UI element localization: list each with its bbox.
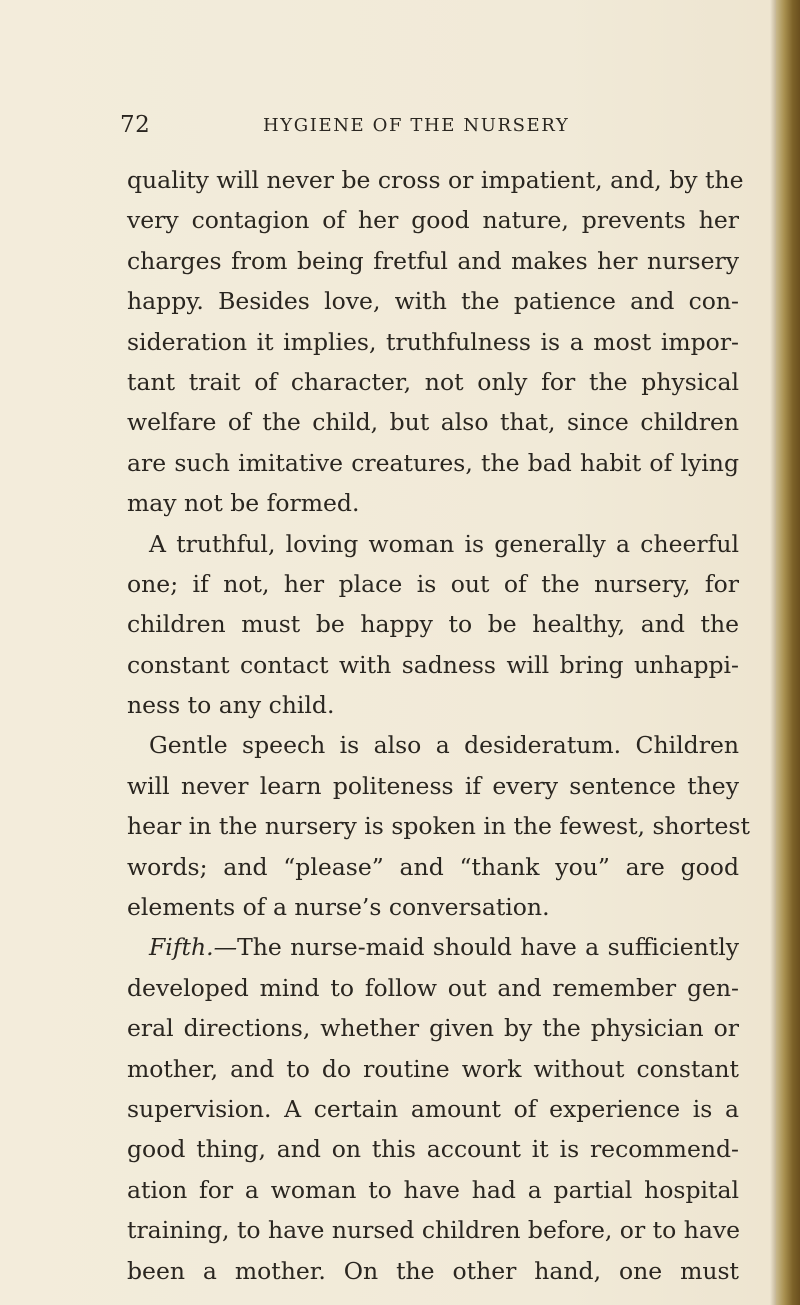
text-line: Gentle speech is also a desideratum. Children: [149, 731, 739, 760]
text-line: eral directions, whether given by the physician or: [127, 1014, 739, 1043]
page-edge: [776, 0, 800, 1305]
text-line: training, to have nursed children before, or to have: [127, 1216, 741, 1245]
text-line: developed mind to follow out and remember gen-: [127, 973, 739, 1002]
text-line: good thing, and on this account it is recommend-: [127, 1135, 739, 1164]
text-line: constant contact with sadness will bring unhappi-: [127, 650, 739, 679]
text-line: may not be formed.: [127, 489, 360, 518]
text-line: one; if not, her place is out of the nursery, for: [127, 569, 739, 598]
running-head: HYGIENE OF THE NURSERY: [263, 115, 570, 136]
text-line: mother, and to do routine work without constant: [127, 1054, 739, 1083]
text-line: charges from being fretful and makes her nursery: [127, 246, 739, 275]
text-line: elements of a nurse’s conversation.: [127, 893, 550, 922]
text-line: ness to any child.: [127, 691, 335, 720]
text-line: are such imitative creatures, the bad habit of lying: [127, 448, 739, 477]
body-text: [127, 160, 750, 1291]
text-line: quality will never be cross or impatient, and, by the: [127, 166, 744, 194]
text-line: words; and “please” and “thank you” are good: [127, 852, 739, 881]
text-line-content: The nurse-maid should have a sufficiently: [237, 933, 739, 962]
text-line: will never learn politeness if every sentence they: [127, 771, 739, 800]
text-line-fifth: [127, 927, 739, 967]
section-lead-fifth: Fifth.—: [149, 933, 238, 962]
text-line: ation for a woman to have had a partial hospital: [127, 1175, 739, 1204]
text-line: been a mother. On the other hand, one must: [127, 1256, 739, 1285]
text-line: welfare of the child, but also that, since children: [127, 408, 739, 437]
page-header: [120, 112, 740, 142]
text-line: happy. Besides love, with the patience and con-: [127, 287, 739, 316]
text-line: supervision. A certain amount of experience is a: [127, 1094, 739, 1123]
text-line: tant trait of character, not only for the physical: [127, 367, 739, 396]
page-number: 72: [120, 112, 151, 138]
text-line: children must be happy to be healthy, and the: [127, 610, 739, 639]
text-line: very contagion of her good nature, prevents her: [127, 206, 739, 235]
text-line: hear in the nursery is spoken in the fewest, shortest: [127, 812, 750, 841]
text-line: sideration it implies, truthfulness is a most impor-: [127, 327, 739, 356]
text-line: A truthful, loving woman is generally a cheerful: [149, 529, 739, 558]
